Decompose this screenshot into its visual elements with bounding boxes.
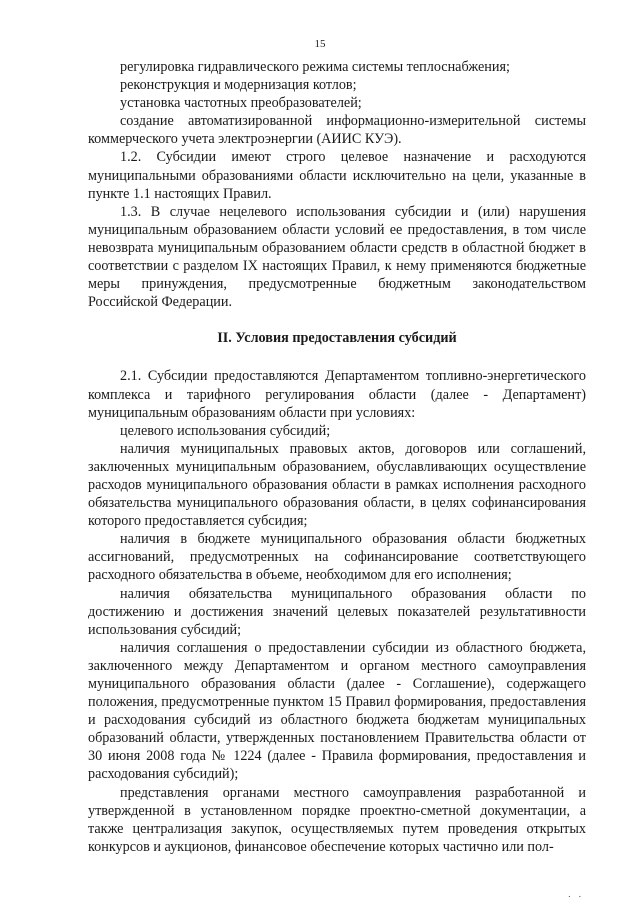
document-body bbox=[88, 58, 586, 856]
paragraph: наличия соглашения о предоставлении субсидии из областного бюджета, заключенного между Департаментом и органом местного самоуправления муниципального образования области (далее - Соглашение), содержащего положения, предусмотренные пунктом 15 Правил формирования, предоставления и расходования субсидий из областного бюджета бюджетам муниципальных образований области, утвержденных постановлением Правительства области от 30 июня 2008 года № 1224 (далее - Правила формирования, предоставления и расходования субсидий); bbox=[88, 639, 586, 783]
page-number: 15 bbox=[314, 38, 326, 50]
paragraph: наличия в бюджете муниципального образования области бюджетных ассигнований, предусмотренных на софинансирование соответствующего расходного обязательства в объеме, необходимом для его исполнения; bbox=[88, 531, 586, 584]
paragraph: 1.3. В случае нецелевого использования субсидии и (или) нарушения муниципальным образованием области условий ее предоставления, в том числе невозврата муниципальным образованием области средств в областной бюджет в соответствии с разделом IX настоящих Правил, к нему применяются бюджетные меры принуждения, предусмотренные бюджетным законодательством Российской Федерации. bbox=[88, 203, 586, 311]
paragraph: регулировка гидравлического режима системы теплоснабжения; bbox=[120, 59, 510, 75]
paragraph: наличия муниципальных правовых актов, договоров или соглашений, заключенных муниципальным образованием, обуславливающих осуществление расходов муниципального образования области в рамках исполнения расходного обязательства муниципального образования области, в целях софинансирования которого предоставляется субсидия; bbox=[88, 440, 586, 530]
paragraph: наличия обязательства муниципального образования области по достижению и достижения значений целевых показателей результативности использования субсидий; bbox=[88, 585, 586, 638]
paragraph: 2.1. Субсидии предоставляются Департаментом топливно-энергетического комплекса и тарифного регулирования области (далее - Департамент) муниципальным образованиям области при условиях: bbox=[88, 368, 586, 421]
paragraph: целевого использования субсидий; bbox=[120, 422, 331, 439]
section-heading: II. Условия предоставления субсидий bbox=[217, 330, 457, 347]
paragraph: 1.2. Субсидии имеют строго целевое назначение и расходуются муниципальными образованиями области исключительно на цели, указанные в пункте 1.1 настоящих Правил. bbox=[88, 149, 586, 202]
paragraph: установка частотных преобразователей; bbox=[120, 95, 362, 112]
paragraph: представления органами местного самоуправления разработанной и утвержденной в установленном порядке проектно-сметной документации, а также централизация закупок, осуществляемых путем проведения открытых конкурсов и аукционов, финансовое обеспечение которых частично или пол- bbox=[88, 784, 586, 855]
paragraph: создание автоматизированной информационно-измерительной системы коммерческого учета электроэнергии (АИИС КУЭ). bbox=[88, 113, 586, 148]
corner-mark: . . bbox=[568, 889, 584, 899]
paragraph: реконструкция и модернизация котлов; bbox=[120, 77, 357, 94]
